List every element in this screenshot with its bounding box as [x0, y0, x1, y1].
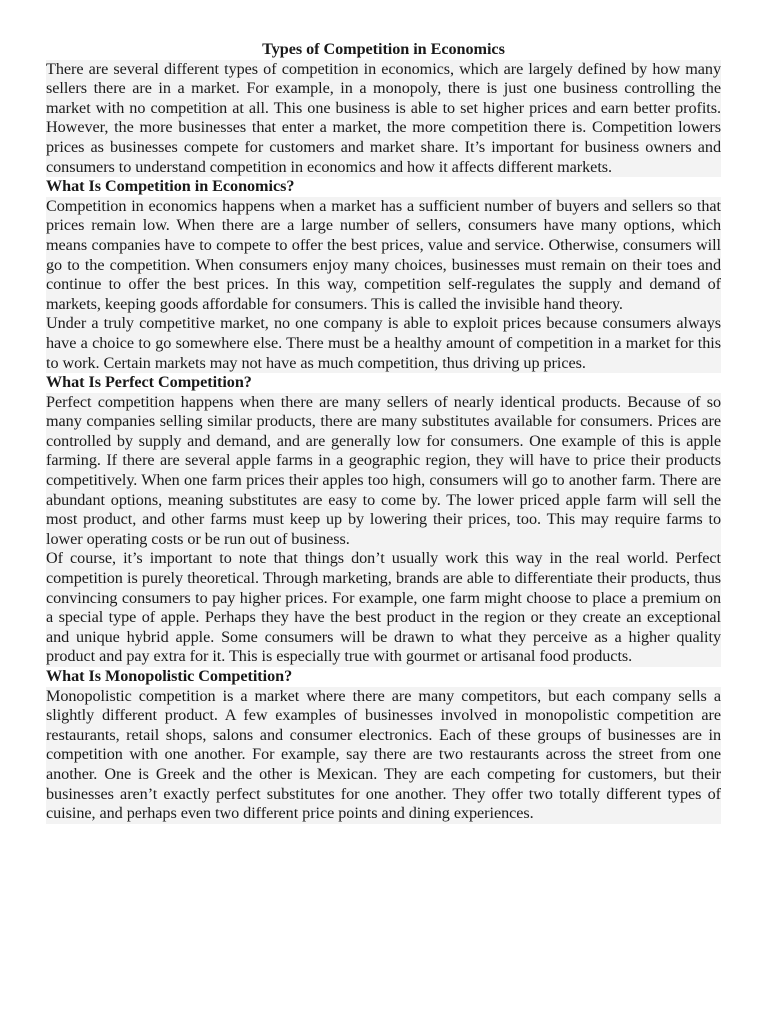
document-title: Types of Competition in Economics: [262, 40, 505, 58]
document-page: [46, 40, 721, 948]
paragraph: Competition in economics happens when a market has a sufficient number of buyers and sellers so that prices remain low. When there are a large number of sellers, consumers have many options, which means companies have to compete to offer the best prices, value and service. Otherwise, consumers will go to the competition. When consumers enjoy many choices, businesses must remain on their toes and continue to offer the best prices. In this way, competition self-regulates the supply and demand of markets, keeping goods affordable for consumers. This is called the invisible hand theory.: [46, 196, 721, 313]
intro-paragraph: There are several different types of competition in economics, which are largely defined by how many sellers there are in a market. For example, in a monopoly, there is just one business controlling the market with no competition at all. This one business is able to set higher prices and earn better profits. However, the more businesses that enter a market, the more competition there is. Competition lowers prices as businesses compete for customers and market share. It’s important for business owners and consumers to understand competition in economics and how it affects different markets.: [46, 59, 721, 176]
section-heading-competition-in-economics: What Is Competition in Economics?: [46, 177, 295, 196]
document-body: [46, 40, 721, 824]
section-heading-monopolistic-competition: What Is Monopolistic Competition?: [46, 667, 293, 685]
paragraph: Of course, it’s important to note that things don’t usually work this way in the real world. Perfect competition is purely theoretical. Through marketing, brands are able to differentiate their products, thus convincing consumers to pay higher prices. For example, one farm might choose to place a premium on a special type of apple. Perhaps they have the best product in the region or they create an exceptional and unique hybrid apple. Some consumers will be drawn to what they perceive as a higher quality product and pay extra for it. This is especially true with gourmet or artisanal food products.: [46, 549, 721, 666]
paragraph: Monopolistic competition is a market where there are many competitors, but each company sells a slightly different product. A few examples of businesses involved in monopolistic competition are restaurants, retail shops, salons and consumer electronics. Each of these groups of businesses are in competition with one another. For example, say there are two restaurants across the street from one another. One is Greek and the other is Mexican. They are each competing for customers, but their businesses aren’t exactly perfect substitutes for one another. They offer two totally different types of cuisine, and perhaps even two different price points and dining experiences.: [46, 686, 721, 823]
paragraph: Under a truly competitive market, no one company is able to exploit prices because consumers always have a choice to go somewhere else. There must be a healthy amount of competition in a market for this to work. Certain markets may not have as much competition, thus driving up prices.: [46, 314, 721, 372]
section-heading-perfect-competition: What Is Perfect Competition?: [46, 373, 252, 392]
paragraph: Perfect competition happens when there are many sellers of nearly identical products. Because of so many companies selling similar products, there are many substitutes available for consumers. Prices are controlled by supply and demand, and are generally low for consumers. One example of this is apple farming. If there are several apple farms in a geographic region, they will have to price their products competitively. When one farm prices their apples too high, consumers will go to another farm. There are abundant options, meaning substitutes are easy to come by. The lower priced apple farm will sell the most product, and other farms must keep up by lowering their prices, too. This may require farms to lower operating costs or be run out of business.: [46, 392, 721, 548]
